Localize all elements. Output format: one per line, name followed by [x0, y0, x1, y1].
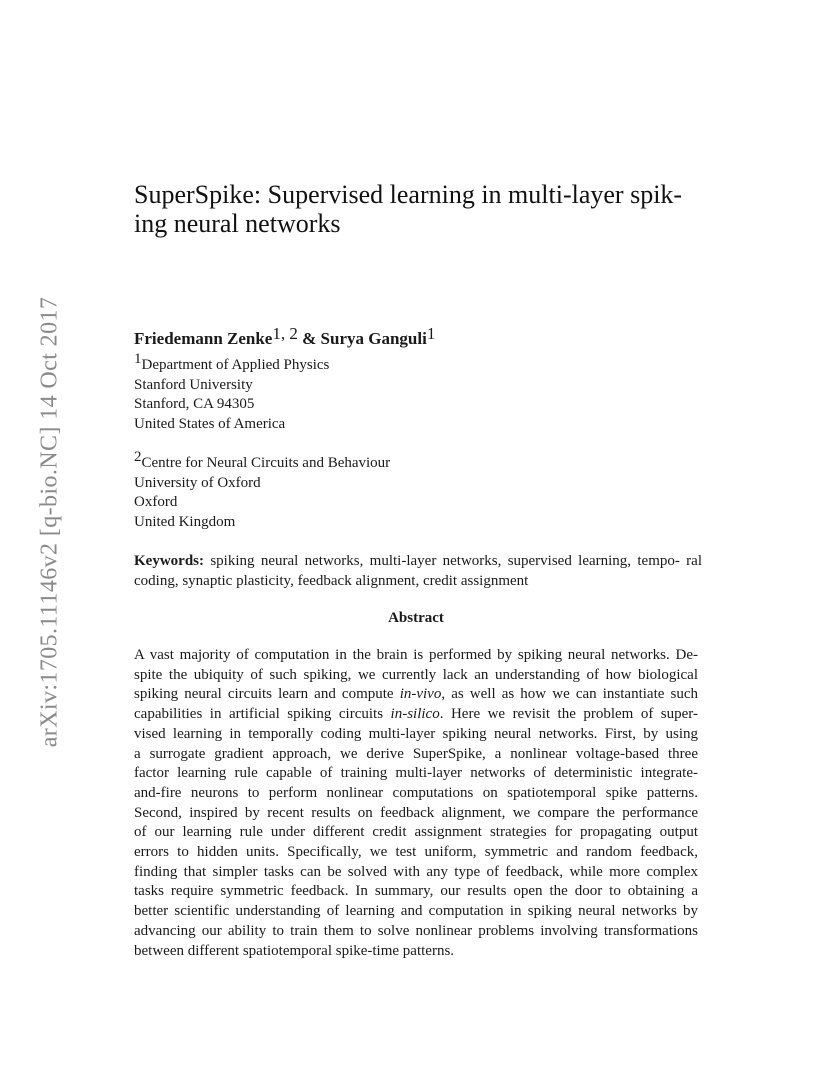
abstract-line: A vast majority of computation in the brain is performed by spiking neural networks. De- [134, 647, 698, 663]
abstract-line: spite the ubiquity of such spiking, we currently lack an understanding of how biological [134, 666, 698, 683]
affiliation-line [134, 351, 330, 376]
author-affiliation-marks: 1, 2 [272, 324, 298, 343]
title-line: ing neural networks [134, 209, 341, 238]
title-line: SuperSpike: Supervised learning in multi-layer spik- [134, 180, 683, 209]
abstract-body [134, 646, 698, 961]
abstract-line: better scientific understanding of learning and computation in spiking neural networks by [134, 903, 698, 920]
abstract-heading: Abstract [388, 610, 444, 626]
author-line [134, 324, 436, 350]
keywords-paragraph [134, 552, 702, 591]
author-connector: & [302, 329, 317, 348]
paper-title [134, 180, 724, 238]
abstract-line: vised learning in temporally coding multi-layer spiking neural networks. First, by using [134, 725, 698, 742]
abstract-line: finding that simpler tasks can be solved with any type of feedback, while more complex [134, 863, 698, 880]
affiliation-line: University of Oxford [134, 474, 261, 491]
affiliation-line: Stanford University [134, 376, 253, 393]
keywords-text: spiking neural networks, multi-layer networks, supervised learning, tempo- ral coding, synaptic plasticity, feedback alignment, credit assignment [134, 553, 703, 589]
author-name: Friedemann Zenke [134, 329, 273, 348]
abstract-line: capabilities in artificial spiking circuits in-silico. Here we revisit the problem of super- [134, 706, 698, 723]
abstract-line: and-fire neurons to perform nonlinear computations on spatiotemporal spike patterns. [134, 784, 698, 801]
abstract-line: factor learning rule capable of training multi-layer networks of deterministic integrate- [134, 765, 698, 782]
abstract-line: errors to hidden units. Specifically, we test uniform, symmetric and random feedback, [134, 844, 698, 861]
arxiv-identifier-stamp: arXiv:1705.11146v2 [q-bio.NC] 14 Oct 2017 [36, 296, 63, 748]
abstract-line: tasks require symmetric feedback. In summary, our results open the door to obtaining a [134, 883, 698, 900]
keywords-label: Keywords: [134, 553, 204, 569]
affiliation-block [134, 351, 330, 435]
affiliation-line: Oxford [134, 494, 178, 511]
affiliation-line: United States of America [134, 416, 286, 433]
author-affiliation-marks: 1 [426, 324, 436, 343]
abstract-line: spiking neural circuits learn and compute in-vivo, as well as how we can instantiate such [134, 686, 698, 703]
affiliation-mark: 1 [134, 351, 142, 367]
affiliation-text: Department of Applied Physics [141, 357, 330, 373]
abstract-line: between different spatiotemporal spike-time patterns. [134, 942, 455, 959]
affiliation-line: Stanford, CA 94305 [134, 396, 255, 413]
affiliation-line [134, 449, 391, 474]
abstract-line: a surrogate gradient approach, we derive SuperSpike, a nonlinear voltage-based three [134, 745, 698, 762]
affiliation-block [134, 449, 391, 533]
affiliation-line: United Kingdom [134, 514, 236, 531]
abstract-line: of our learning rule under different credit assignment strategies for propagating output [134, 824, 698, 841]
author-name: Surya Ganguli [320, 329, 427, 348]
affiliation-text: Centre for Neural Circuits and Behaviour [141, 455, 391, 471]
abstract-line: advancing our ability to train them to solve nonlinear problems involving transformations [134, 922, 698, 939]
affiliation-mark: 2 [134, 449, 142, 465]
abstract-line: Second, inspired by recent results on feedback alignment, we compare the performance [134, 804, 698, 821]
